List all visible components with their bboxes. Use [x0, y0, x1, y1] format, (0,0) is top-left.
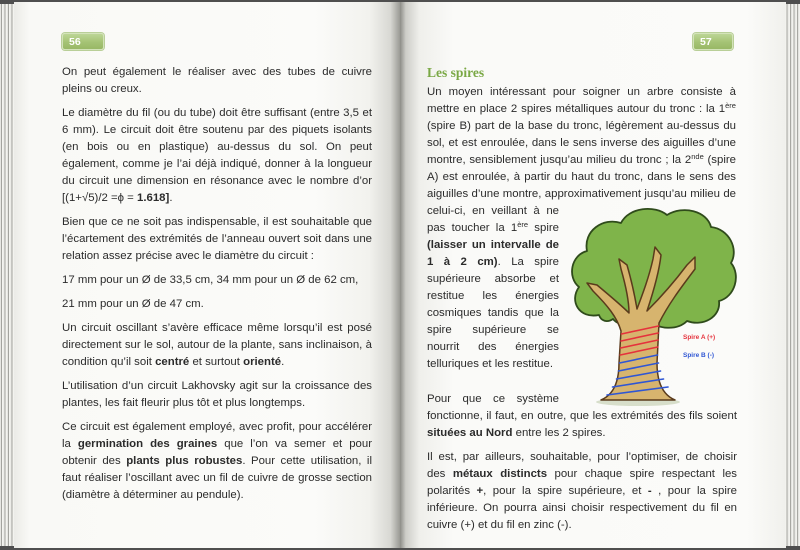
text-run: . La spire supérieure absorbe et restitue les énergies cosmiques tandis que la spire supérieure se nourrit des énergies telluriques et les restitue. [427, 256, 559, 370]
text-run: spire [528, 222, 559, 234]
page-number-badge: 56 [62, 33, 104, 50]
superscript: nde [691, 152, 704, 162]
book-edge-right [785, 4, 800, 546]
text-run: Un circuit oscillant s’avère efficace même lorsqu’il est posé directement sur le sol, autour de la plante, sans inclinaison, à condition qu’il soit [62, 322, 372, 368]
spire-b-label: Spire B (-) [683, 352, 715, 359]
right-page [400, 2, 786, 548]
bold-run: - [647, 485, 652, 497]
paragraph-germination [62, 419, 372, 504]
spacing-line-2: 21 mm pour un Ø de 47 cm. [62, 298, 204, 310]
left-page [14, 2, 400, 548]
text-run: Pour que ce système fonctionne, il faut, en outre, que les extrémités des fils soient [427, 393, 737, 422]
tree-figure [565, 203, 737, 408]
text-run: Il est, par ailleurs, souhaitable, pour l’optimiser, de choisir des [427, 451, 737, 480]
paragraph-placement [62, 320, 372, 371]
page-number-badge: 57 [693, 33, 733, 50]
text-run: (spire A) est enroulée, à partir du haut du tronc, dans le sens des aiguilles d’une montre, approximativement jusqu’au milieu de celui-ci, en veillant à ne pas toucher la 1 [427, 154, 736, 234]
text-run: que l’on va semer et pour obtenir des [62, 438, 372, 467]
text-run: . [169, 192, 173, 204]
bold-run: + [476, 485, 484, 497]
text-run: , pour la spire supérieure, et [483, 485, 648, 497]
bold-run: métaux distincts [452, 468, 548, 480]
bold-run: plants plus robustes [126, 455, 243, 467]
text-run: (spire B) part de la base du tronc, légèrement au-dessus du sol, et est enroulée, dans le sens inverse des aiguilles d’une montre, sensiblement jusqu’au milieu du tronc ; la 2 [427, 120, 736, 166]
paragraph-gap-spacing: Bien que ce ne soit pas indispensable, il est souhaitable que l’écartement des extrémités de l’anneau ouvert soit dans une relation assez précise avec le diamètre du circuit : [62, 216, 372, 262]
paragraph-tubes: On peut également le réaliser avec des tubes de cuivre pleins ou creux. [62, 66, 372, 95]
bold-run: 1.618] [137, 192, 170, 204]
text-run: Le diamètre du fil (ou du tube) doit être suffisant (entre 3,5 et 6 mm). Le circuit doit être soutenu par des piquets isolants (en bois ou en plastique) au-dessus du sol. On peut également, comme je l’ai déjà indiqué, donner à la longueur du circuit une dimension en résonance avec le nombre d’or [(1+√5)/2 =ϕ = [62, 107, 372, 204]
spire-a-label: Spire A (+) [683, 334, 716, 341]
text-run: Un moyen intéressant pour soigner un arbre consiste à mettre en place 2 spires métalliques autour du tronc : la 1 [427, 86, 736, 115]
paragraph-growth: L’utilisation d’un circuit Lakhovsky agit sur la croissance des plantes, les fait fleurir plus tôt et plus longtemps. [62, 380, 372, 409]
superscript: ère [517, 220, 529, 230]
bold-run: orienté [243, 356, 282, 368]
bold-run: (laisser un intervalle de 1 à 2 cm) [427, 239, 559, 268]
left-page-text [62, 64, 372, 511]
superscript: ère [725, 101, 736, 111]
text-run: pour chaque spire respectant les polarités [427, 468, 738, 497]
text-run: . [281, 356, 285, 368]
text-run: Ce circuit est également employé, avec profit, pour accélérer la [62, 421, 372, 450]
text-run: , pour la spire inférieure. On pourra ainsi choisir respectivement du fil en cuivre (+) et du fil en zinc (-). [427, 485, 737, 531]
bold-run: germination des graines [77, 438, 218, 450]
section-title: Les spires [427, 65, 485, 80]
text-run: et surtout [189, 356, 244, 368]
text-run: . Pour cette utilisation, il faut réaliser l’oscillant avec un fil de cuivre de grosse section (diamètre à déterminer au pendule). [62, 455, 372, 501]
paragraph-metals [427, 449, 737, 534]
right-page-text [427, 64, 737, 541]
tree-illustration [565, 203, 737, 408]
bold-run: situées au Nord [427, 427, 513, 439]
spacing-line-1: 17 mm pour un Ø de 33,5 cm, 34 mm pour un Ø de 62 cm, [62, 274, 359, 286]
text-run: entre les 2 spires. [512, 427, 606, 439]
bold-run: centré [155, 356, 190, 368]
float-spacer [736, 64, 737, 203]
paragraph-wire-diameter [62, 105, 372, 207]
